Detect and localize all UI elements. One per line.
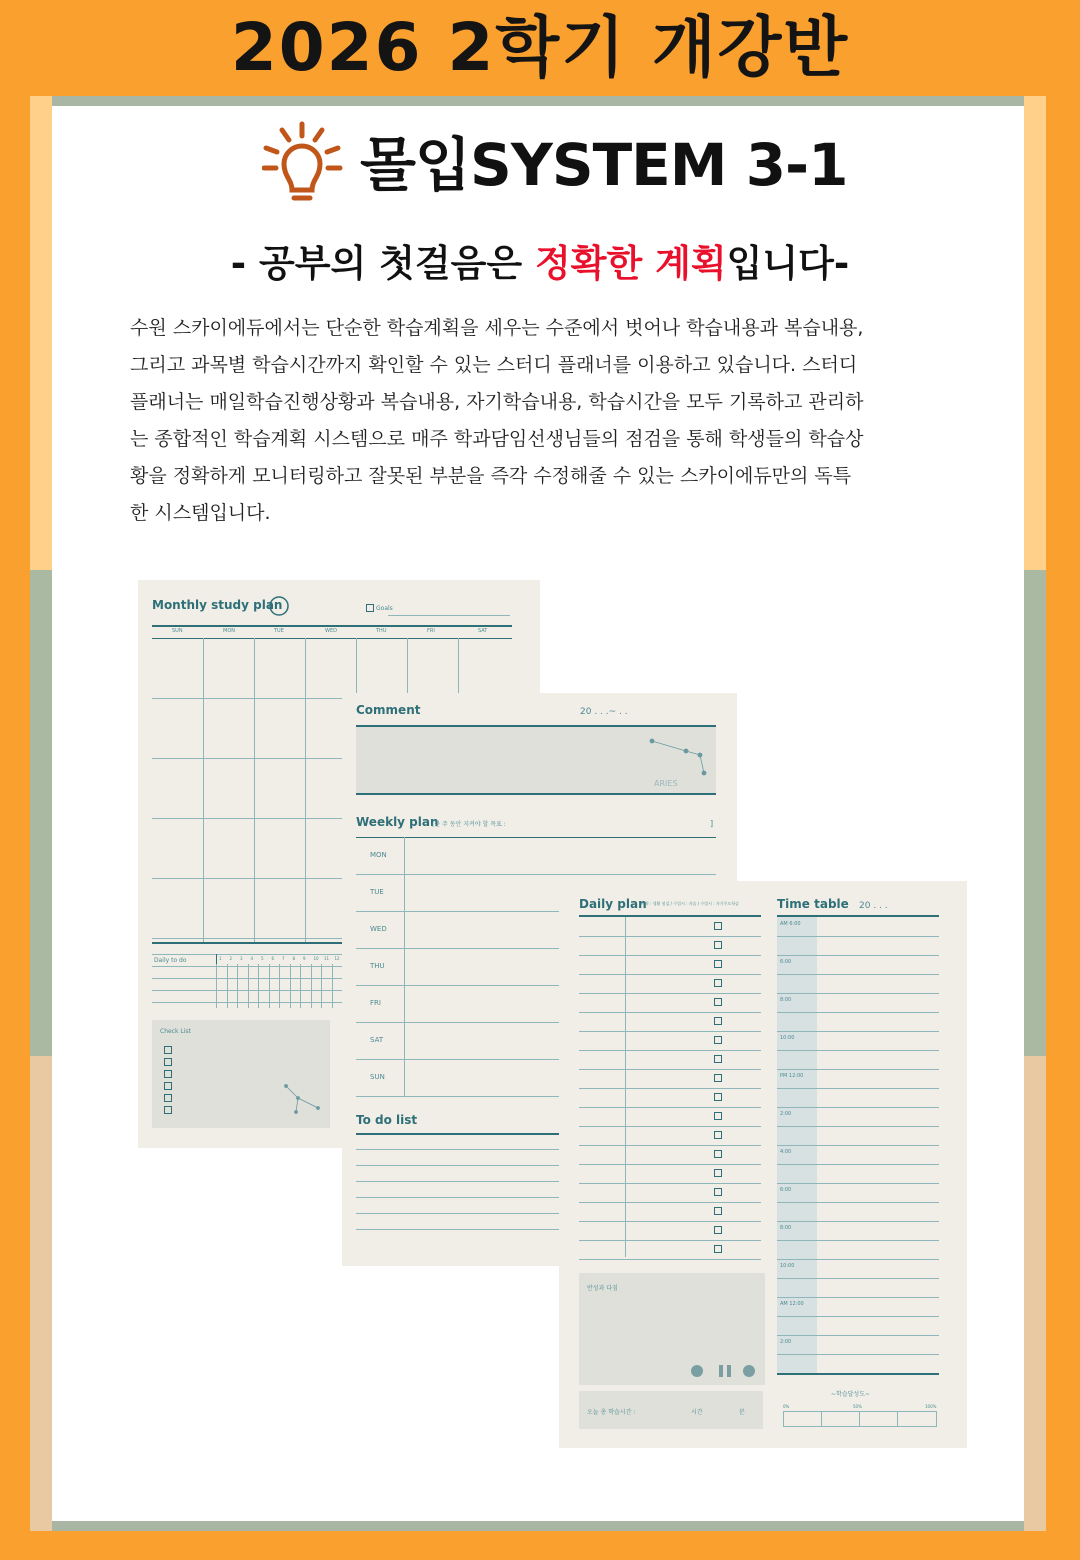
subtitle-before: - 공부의 첫걸음은 — [230, 242, 535, 285]
progress-tick-0: 0% — [783, 1404, 790, 1409]
time-label: 2:00 — [780, 1339, 792, 1345]
constellation-icon — [280, 1080, 330, 1120]
time-label: PM 12:00 — [780, 1073, 804, 1079]
daily-row-line — [579, 1069, 761, 1070]
daily-plan-column-divider — [625, 917, 626, 1257]
time-row-line — [777, 955, 939, 956]
weekly-day-label: MON — [370, 851, 387, 859]
daily-row-line — [579, 1183, 761, 1184]
todo-number-column — [248, 964, 249, 1008]
todo-number-column — [279, 964, 280, 1008]
daily-planner-image — [559, 881, 967, 1448]
todo-number-column — [300, 964, 301, 1008]
system-heading — [0, 118, 1080, 208]
check-list-label: Check List — [160, 1028, 191, 1035]
reflection-pane — [579, 1273, 765, 1385]
daily-row-line — [579, 993, 761, 994]
calendar-column-line — [305, 638, 306, 942]
daily-plan-title: Daily plan — [579, 897, 647, 911]
system-title: 몰입SYSTEM 3-1 — [360, 131, 848, 199]
top-banner — [0, 0, 1080, 96]
calendar-column-line — [254, 638, 255, 942]
time-label: 6:00 — [780, 959, 792, 965]
daily-row-line — [579, 1107, 761, 1108]
time-row-line — [777, 1240, 939, 1241]
time-row-line — [777, 1183, 939, 1184]
todo-number-column — [311, 964, 312, 1008]
time-label: AM 6:00 — [780, 921, 801, 927]
paper-bottom-band — [52, 1521, 1024, 1531]
todo-grid-line — [152, 978, 352, 979]
check-box — [164, 1046, 172, 1054]
total-study-time-label: 오늘 총 학습시간 : — [587, 1409, 636, 1416]
progress-divider — [821, 1412, 822, 1426]
check-box — [164, 1106, 172, 1114]
calendar-column-line — [203, 638, 204, 942]
daily-row-line — [579, 1202, 761, 1203]
right-stripe-bottom — [1024, 1056, 1046, 1531]
daily-checkbox — [714, 1150, 722, 1158]
aries-label: ARIES — [654, 779, 678, 788]
todo-number-column — [321, 964, 322, 1008]
todo-grid-line — [152, 954, 352, 955]
daily-row-line — [579, 955, 761, 956]
todo-number: 12 — [334, 956, 340, 961]
comment-box — [356, 727, 716, 793]
daily-row-line — [579, 1145, 761, 1146]
weekday-label: FRI — [427, 628, 435, 634]
todo-list-title: To do list — [356, 1113, 418, 1127]
total-study-time-pane — [579, 1391, 763, 1429]
daily-checkbox — [714, 979, 722, 987]
time-row-line — [777, 974, 939, 975]
daily-checkbox — [714, 1036, 722, 1044]
subtitle — [0, 236, 1080, 292]
check-box — [164, 1094, 172, 1102]
description-line: 한 시스템입니다. — [130, 502, 271, 524]
daily-row-line — [579, 936, 761, 937]
time-row-line — [777, 1069, 939, 1070]
todo-number: 9 — [303, 956, 306, 961]
daily-checkbox — [714, 1245, 722, 1253]
time-row-line — [777, 1259, 939, 1260]
weekly-day-label: TUE — [370, 888, 384, 896]
daily-checkbox — [714, 960, 722, 968]
left-stripe-middle — [30, 570, 52, 1056]
hour-label: 시간 — [691, 1409, 703, 1416]
weekly-plan-title: Weekly plan — [356, 815, 439, 829]
daily-row-line — [579, 1050, 761, 1051]
daily-checkbox — [714, 1074, 722, 1082]
time-row-line — [777, 1278, 939, 1279]
todo-number: 11 — [324, 956, 330, 961]
daily-checkbox — [714, 1188, 722, 1196]
lightbulb-icon — [262, 118, 352, 208]
daily-row-line — [579, 1126, 761, 1127]
weekday-label: THU — [376, 628, 387, 634]
time-label: 6:00 — [780, 1187, 792, 1193]
comment-bottom-rule — [356, 793, 716, 795]
todo-grid-line — [152, 990, 352, 991]
time-table-date: 20 . . . — [859, 901, 888, 911]
description-line: 황을 정확하게 모니터링하고 잘못된 부분을 즉각 수정해줄 수 있는 스카이에듀만의 독특 — [130, 465, 852, 487]
daily-plan-note: 계획 : 생활 점검 / 수업시 : 자습 / 수업시 : 자기주도학습 — [641, 901, 740, 906]
progress-label: ~학습달성도~ — [831, 1391, 871, 1398]
daily-todo-label: Daily to do — [154, 957, 187, 964]
weekly-day-label: SUN — [370, 1073, 385, 1081]
daily-row-line — [579, 1012, 761, 1013]
daily-checkbox — [714, 1112, 722, 1120]
description-paragraph — [130, 310, 942, 532]
daily-checkbox — [714, 922, 722, 930]
todo-number-column — [227, 964, 228, 1008]
todo-number: 6 — [271, 956, 275, 961]
time-row-line — [777, 1012, 939, 1013]
todo-number: 4 — [250, 956, 254, 961]
progress-divider — [859, 1412, 860, 1426]
time-row-line — [777, 1088, 939, 1089]
daily-row-line — [579, 1164, 761, 1165]
weekly-plan-bracket: ] — [710, 819, 714, 828]
check-list-pane — [152, 1020, 330, 1128]
time-row-line — [777, 1107, 939, 1108]
todo-number: 2 — [229, 956, 233, 961]
daily-checkbox — [714, 998, 722, 1006]
daily-checkbox — [714, 1169, 722, 1177]
time-table-title: Time table — [777, 897, 849, 911]
todo-number-column — [269, 964, 270, 1008]
daily-checkbox — [714, 941, 722, 949]
time-label: 8:00 — [780, 997, 792, 1003]
weekday-label: SUN — [172, 628, 183, 634]
time-label: AM 12:00 — [780, 1301, 804, 1307]
goals-checkbox — [366, 604, 374, 612]
time-label: 2:00 — [780, 1111, 792, 1117]
daily-row-line — [579, 1221, 761, 1222]
paper-top-band — [52, 96, 1024, 106]
weekly-row-line — [356, 874, 716, 875]
circle-icon — [268, 595, 290, 617]
daily-checkbox — [714, 1226, 722, 1234]
time-row-line — [777, 993, 939, 994]
daily-checkbox — [714, 1055, 722, 1063]
daily-row-line — [579, 1259, 761, 1260]
time-row-line — [777, 1221, 939, 1222]
weekday-label: MON — [223, 628, 235, 634]
weekly-day-divider — [404, 837, 405, 1097]
weekday-label: SAT — [478, 628, 488, 634]
todo-number-column — [258, 964, 259, 1008]
daily-checkbox — [714, 1131, 722, 1139]
right-stripe-middle — [1024, 570, 1046, 1056]
todo-number: 10 — [313, 956, 319, 961]
time-row-line — [777, 1145, 939, 1146]
goals-label: Goals — [376, 605, 393, 612]
todo-number-column — [332, 964, 333, 1008]
left-stripe-bottom — [30, 1056, 52, 1531]
todo-grid-line — [152, 1002, 352, 1003]
time-row-line — [777, 1354, 939, 1355]
time-row-line — [777, 936, 939, 937]
daily-row-line — [579, 1088, 761, 1089]
banner-title: 2026 2학기 개강반 — [230, 9, 850, 86]
monthly-header-rule — [152, 625, 512, 627]
weekday-label: TUE — [274, 628, 284, 634]
time-label: 10:00 — [780, 1263, 795, 1269]
todo-number: 1 — [219, 956, 222, 961]
todo-number: 5 — [261, 956, 264, 961]
weekday-label: WED — [325, 628, 337, 634]
todo-number-column — [216, 964, 217, 1008]
time-table-bottom-rule — [777, 1373, 939, 1375]
time-row-line — [777, 1297, 939, 1298]
time-label: 8:00 — [780, 1225, 792, 1231]
daily-plan-rule — [579, 915, 761, 917]
goals-line — [388, 615, 510, 616]
time-row-line — [777, 1126, 939, 1127]
weekly-day-label: THU — [370, 962, 385, 970]
daily-checkbox — [714, 1093, 722, 1101]
time-row-line — [777, 1316, 939, 1317]
description-line: 그리고 과목별 학습시간까지 확인할 수 있는 스터디 플래너를 이용하고 있습니다. 스터디 — [130, 354, 858, 376]
check-box — [164, 1070, 172, 1078]
progress-tick-50: 50% — [853, 1404, 862, 1409]
time-row-line — [777, 1031, 939, 1032]
description-line: 수원 스카이에듀에서는 단순한 학습계획을 세우는 수준에서 벗어나 학습내용과 복습내용, — [130, 317, 864, 339]
weekly-day-label: SAT — [370, 1036, 384, 1044]
check-box — [164, 1082, 172, 1090]
comment-label: Comment — [356, 703, 421, 717]
progress-tick-100: 100% — [925, 1404, 937, 1409]
daily-row-line — [579, 974, 761, 975]
aries-constellation-icon — [646, 733, 716, 779]
weekly-day-label: FRI — [370, 999, 381, 1007]
daily-row-line — [579, 1240, 761, 1241]
time-label: 4:00 — [780, 1149, 792, 1155]
weekly-plan-rule — [356, 837, 716, 838]
subtitle-after: 입니다- — [726, 242, 850, 285]
time-row-line — [777, 1202, 939, 1203]
minute-label: 분 — [739, 1409, 745, 1416]
reflection-label: 반성과 다짐 — [587, 1285, 618, 1292]
subtitle-highlight: 정확한 계획 — [535, 242, 727, 285]
time-row-line — [777, 1164, 939, 1165]
description-line: 플래너는 매일학습진행상황과 복습내용, 자기학습내용, 학습시간을 모두 기록하고 관리하 — [130, 391, 864, 413]
todo-grid-line — [152, 966, 352, 967]
time-label: 10:00 — [780, 1035, 795, 1041]
todo-number: 7 — [282, 956, 285, 961]
daily-checkbox — [714, 1017, 722, 1025]
player-controls-icon — [689, 1363, 759, 1379]
weekly-day-label: WED — [370, 925, 387, 933]
description-line: 는 종합적인 학습계획 시스템으로 매주 학과담임선생님들의 점검을 통해 학생들의 학습상 — [130, 428, 864, 450]
daily-checkbox — [714, 1207, 722, 1215]
time-row-line — [777, 1050, 939, 1051]
monthly-title: Monthly study plan — [152, 598, 283, 612]
todo-number: 8 — [292, 956, 296, 961]
progress-bar — [783, 1411, 937, 1427]
weekly-plan-note: [한 주 동안 지켜야 할 목표 : — [432, 821, 506, 828]
todo-number-column — [290, 964, 291, 1008]
weekly-date-label: 20 . . .~ . . — [580, 707, 628, 717]
todo-rule — [152, 942, 352, 944]
check-box — [164, 1058, 172, 1066]
time-row-line — [777, 1335, 939, 1336]
progress-divider — [897, 1412, 898, 1426]
todo-number: 3 — [240, 956, 243, 961]
todo-number-column — [237, 964, 238, 1008]
daily-row-line — [579, 1031, 761, 1032]
